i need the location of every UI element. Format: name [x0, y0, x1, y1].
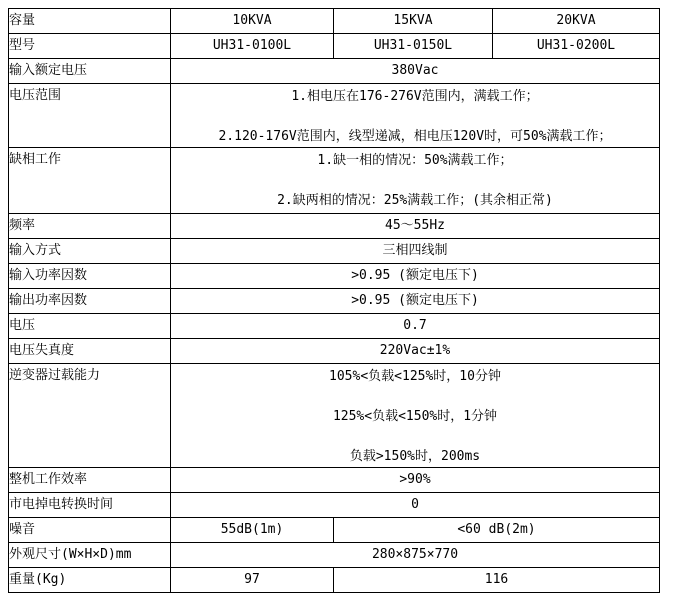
row-noise	[9, 518, 660, 543]
row-inverter-overload	[9, 364, 660, 468]
phase-loss-line2: 2.缺两相的情况：25%满载工作；(其余相正常)	[277, 193, 553, 208]
input-mode-value: 三相四线制	[171, 239, 660, 264]
inverter-overload-line2: 125%<负载<150%时，1分钟	[332, 409, 498, 424]
dimensions-value: 280×875×770	[171, 543, 660, 568]
model-20kva: UH31-0200L	[493, 34, 660, 59]
weight-15-20kva-value: 116	[334, 568, 660, 593]
row-efficiency	[9, 468, 660, 493]
voltage-distortion-value: 220Vac±1%	[171, 339, 660, 364]
voltage-value: 0.7	[171, 314, 660, 339]
spacer	[171, 427, 659, 447]
spec-table	[8, 8, 660, 593]
output-power-factor-label: 输出功率因数	[9, 289, 171, 314]
model-10kva: UH31-0100L	[171, 34, 334, 59]
dimensions-label: 外观尺寸(W×H×D)mm	[9, 543, 171, 568]
row-dimensions	[9, 543, 660, 568]
voltage-distortion-label: 电压失真度	[9, 339, 171, 364]
voltage-range-value	[171, 84, 660, 148]
spacer	[171, 171, 659, 191]
row-weight	[9, 568, 660, 593]
input-mode-label: 输入方式	[9, 239, 171, 264]
weight-10kva-value: 97	[171, 568, 334, 593]
transfer-time-label: 市电掉电转换时间	[9, 493, 171, 518]
input-power-factor-label: 输入功率因数	[9, 264, 171, 289]
input-power-factor-value: >0.95 (额定电压下)	[171, 264, 660, 289]
frequency-label: 频率	[9, 214, 171, 239]
row-input-power-factor	[9, 264, 660, 289]
efficiency-label: 整机工作效率	[9, 468, 171, 493]
input-rated-voltage-label: 输入额定电压	[9, 59, 171, 84]
phase-loss-line1: 1.缺一相的情况：50%满载工作；	[317, 153, 513, 168]
row-output-power-factor	[9, 289, 660, 314]
phase-loss-label: 缺相工作	[9, 148, 171, 214]
noise-2m-value: <60 dB(2m)	[334, 518, 660, 543]
model-label: 型号	[9, 34, 171, 59]
input-rated-voltage-value: 380Vac	[171, 59, 660, 84]
noise-1m-value: 55dB(1m)	[171, 518, 334, 543]
inverter-overload-line1: 105%<负载<125%时，10分钟	[329, 369, 501, 384]
voltage-label: 电压	[9, 314, 171, 339]
voltage-range-label: 电压范围	[9, 84, 171, 148]
inverter-overload-value	[171, 364, 660, 468]
weight-label: 重量(Kg)	[9, 568, 171, 593]
transfer-time-value: 0	[171, 493, 660, 518]
row-voltage	[9, 314, 660, 339]
inverter-overload-line3: 负载>150%时，200ms	[349, 449, 481, 464]
row-model	[9, 34, 660, 59]
spacer	[171, 107, 659, 127]
row-input-mode	[9, 239, 660, 264]
row-transfer-time	[9, 493, 660, 518]
spacer	[171, 387, 659, 407]
voltage-range-line2: 2.120-176V范围内，线型递减，相电压120V时，可50%满载工作；	[218, 129, 612, 144]
row-voltage-distortion	[9, 339, 660, 364]
voltage-range-line1: 1.相电压在176-276V范围内，满载工作；	[291, 89, 539, 104]
efficiency-value: >90%	[171, 468, 660, 493]
frequency-value: 45～55Hz	[171, 214, 660, 239]
noise-label: 噪音	[9, 518, 171, 543]
capacity-20kva: 20KVA	[493, 9, 660, 34]
inverter-overload-label: 逆变器过载能力	[9, 364, 171, 468]
row-voltage-range	[9, 84, 660, 148]
row-input-rated-voltage	[9, 59, 660, 84]
capacity-10kva: 10KVA	[171, 9, 334, 34]
capacity-15kva: 15KVA	[334, 9, 493, 34]
model-15kva: UH31-0150L	[334, 34, 493, 59]
capacity-label: 容量	[9, 9, 171, 34]
phase-loss-value	[171, 148, 660, 214]
output-power-factor-value: >0.95 (额定电压下)	[171, 289, 660, 314]
row-capacity	[9, 9, 660, 34]
row-phase-loss	[9, 148, 660, 214]
row-frequency	[9, 214, 660, 239]
